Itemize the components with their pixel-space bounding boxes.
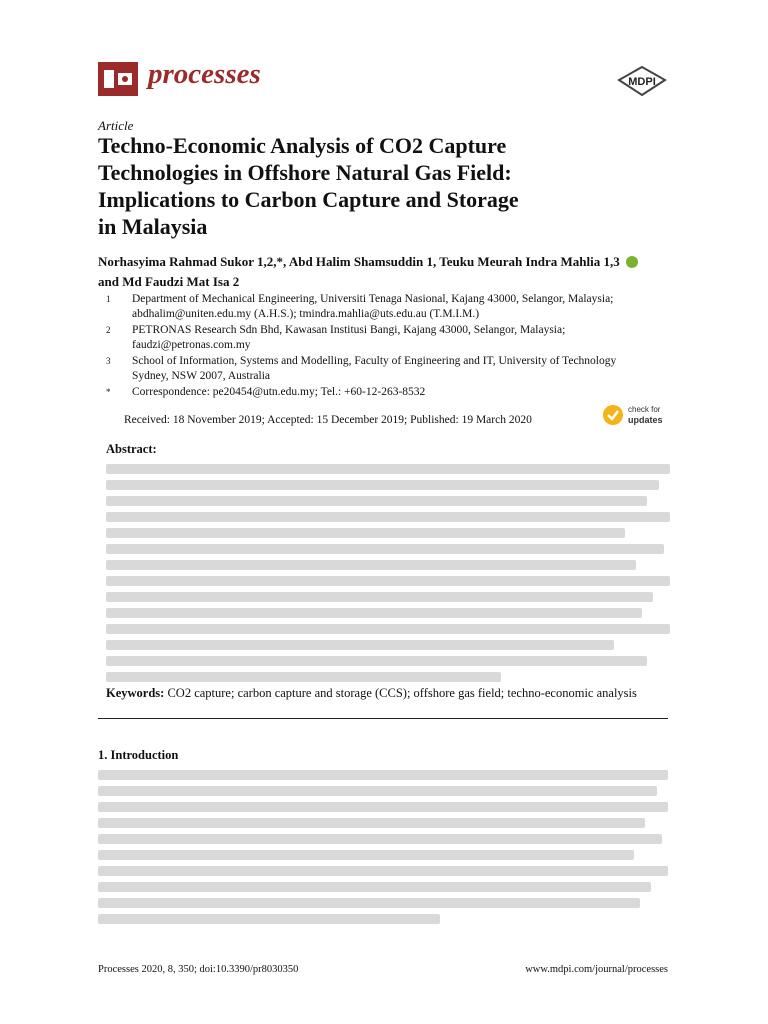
keywords (106, 686, 670, 701)
placeholder-line (98, 802, 668, 812)
publisher-name: MDPI (628, 76, 656, 88)
affiliation-number: 1 (106, 294, 111, 304)
placeholder-line (106, 480, 659, 490)
affiliation-item (98, 385, 658, 400)
abstract-placeholder (106, 464, 670, 682)
footer-citation: Processes 2020, 8, 350; doi:10.3390/pr8030350 (98, 964, 299, 975)
authors-line-text: Norhasyima Rahmad Sukor 1,2,*, Abd Halim Shamsuddin 1, Teuku Meurah Indra Mahlia 1,3 (98, 254, 620, 269)
title-line: Techno-Economic Analysis of CO2 Capture (98, 133, 507, 158)
authors-line (98, 252, 668, 272)
check-line2: updates (628, 415, 663, 425)
affiliation-item (98, 323, 658, 352)
placeholder-line (106, 560, 636, 570)
placeholder-line (106, 496, 647, 506)
affiliation-line: abdhalim@uniten.edu.my (A.H.S.); tmindra.mahlia@uts.edu.au (T.M.I.M.) (132, 307, 480, 320)
paper-title (98, 132, 618, 240)
placeholder-line (106, 576, 670, 586)
affiliation-line: School of Information, Systems and Modelling, Faculty of Engineering and IT, University of Technology (132, 355, 617, 367)
journal-name: processes (148, 58, 261, 90)
title-line: Technologies in Offshore Natural Gas Field: (98, 160, 512, 185)
abstract (106, 442, 670, 688)
affiliation-text (132, 354, 616, 383)
affiliation-line: Correspondence: pe20454@utn.edu.my; Tel.: +60-12-263-8532 (132, 386, 426, 398)
placeholder-line (98, 898, 640, 908)
journal-logo-icon (98, 62, 138, 96)
placeholder-line (98, 770, 668, 780)
placeholder-line (106, 640, 614, 650)
affiliation-line: PETRONAS Research Sdn Bhd, Kawasan Institusi Bangi, Kajang 43000, Selangor, Malaysia; (132, 324, 566, 336)
placeholder-line (98, 834, 662, 844)
publication-dates: Received: 18 November 2019; Accepted: 15 December 2019; Published: 19 March 2020 (124, 414, 532, 426)
authors (98, 252, 668, 292)
placeholder-line (106, 528, 625, 538)
affiliation-text (132, 385, 425, 400)
placeholder-line (98, 882, 651, 892)
affiliation-number: 2 (106, 325, 111, 335)
article-label: Article (98, 118, 134, 133)
keywords-label: Keywords: (106, 686, 165, 700)
placeholder-line (106, 672, 501, 682)
publisher-logo-icon (616, 66, 668, 96)
title-line: in Malaysia (98, 214, 208, 239)
affiliations (98, 292, 658, 402)
placeholder-line (106, 592, 653, 602)
affiliation-line: Sydney, NSW 2007, Australia (132, 369, 270, 382)
section-heading: 1. Introduction (98, 748, 179, 762)
placeholder-line (98, 850, 634, 860)
placeholder-line (98, 818, 645, 828)
affiliation-item (98, 354, 658, 383)
intro-section (98, 770, 668, 930)
placeholder-line (98, 786, 657, 796)
placeholder-line (106, 608, 642, 618)
affiliation-number: * (106, 387, 111, 397)
placeholder-line (98, 866, 668, 876)
placeholder-line (106, 544, 664, 554)
placeholder-line (106, 656, 647, 666)
title-line: Implications to Carbon Capture and Storage (98, 187, 519, 212)
abstract-label: Abstract: (106, 442, 157, 456)
affiliation-text (132, 323, 565, 352)
placeholder-line (98, 914, 440, 924)
affiliation-item (98, 292, 658, 321)
section-divider (98, 718, 668, 719)
affiliation-text (132, 292, 613, 321)
footer-link[interactable]: www.mdpi.com/journal/processes (525, 964, 668, 975)
keywords-text: CO2 capture; carbon capture and storage (CCS); offshore gas field; techno-economic analysis (167, 686, 637, 700)
affiliation-line: Department of Mechanical Engineering, Universiti Tenaga Nasional, Kajang 43000, Selangor, Malaysia; (132, 293, 614, 305)
check-for-updates-badge[interactable] (602, 402, 672, 428)
authors-line: and Md Faudzi Mat Isa 2 (98, 274, 240, 289)
placeholder-line (106, 512, 670, 522)
affiliation-line: faudzi@petronas.com.my (132, 338, 251, 351)
affiliation-number: 3 (106, 356, 111, 366)
placeholder-line (106, 464, 670, 474)
orcid-icon[interactable] (626, 256, 638, 268)
check-line1: check for (628, 405, 661, 414)
placeholder-line (106, 624, 670, 634)
